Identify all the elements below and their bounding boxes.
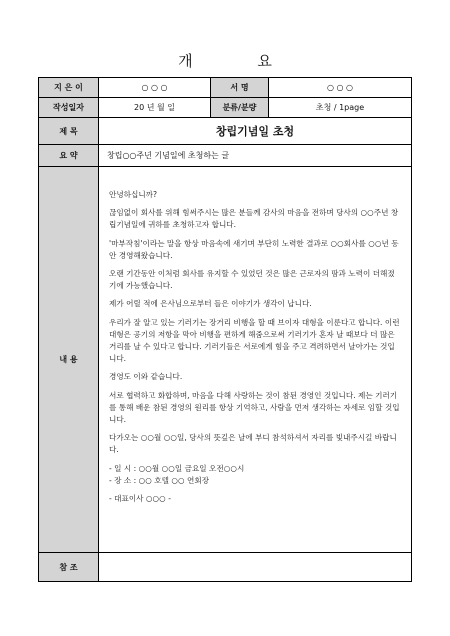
ceo-signature: - 대표이사 ○○○ - bbox=[109, 494, 171, 504]
content-paragraph: 끊임없이 회사를 위해 힘써주시는 많은 분들께 감사의 마음을 전하며 당사의 ○○주년 창립기념일에 귀하를 초청하고자 합니다. bbox=[109, 208, 399, 230]
signature-label: 서 명 bbox=[211, 78, 269, 98]
subject-label: 제 목 bbox=[39, 118, 99, 145]
author-value[interactable]: ○ ○ ○ bbox=[99, 78, 211, 98]
content-paragraph: 우리가 잘 알고 있는 기러기는 장거리 비행을 할 때 브이자 대형을 이룬다고 합니다. 이런 대형은 공기의 저항을 막아 비행을 편하게 해줌으로써 기러기가 혼자 날 때보다 더 많은 거리를 날 수 있다고 합니다. 기러기들은 서로에게 힘을 주고 격려하면서 날아가는 것입니다. bbox=[109, 317, 400, 364]
subject-value[interactable]: 창립기념일 초청 bbox=[99, 118, 412, 145]
reference-label: 참 조 bbox=[39, 553, 99, 582]
content-label: 내 용 bbox=[39, 167, 99, 553]
date-value[interactable]: 20 년 월 일 bbox=[99, 98, 211, 118]
content-paragraph: '마부작침'이라는 말을 항상 마음속에 새기며 부단히 노력한 결과로 ○○회사를 ○○년 동안 경영해왔습니다. bbox=[109, 238, 399, 260]
content-paragraph: 다가오는 ○○월 ○○일, 당사의 뜻깊은 날에 부디 참석하셔서 자리를 빛내주시길 바랍니다. bbox=[109, 433, 397, 455]
form-table bbox=[38, 77, 412, 582]
content-paragraph: 경영도 이와 같습니다. bbox=[109, 372, 183, 382]
event-venue: - 장 소 : ○○ 호텔 ○○ 연회장 bbox=[109, 475, 210, 485]
content-paragraph: 제가 어릴 적에 은사님으로부터 들은 이야기가 생각이 납니다. bbox=[109, 299, 312, 309]
event-datetime: - 일 시 : ○○월 ○○일 금요일 오전○○시 bbox=[109, 463, 245, 473]
author-label: 지 은 이 bbox=[39, 78, 99, 98]
content-paragraph: 오랜 기간동안 이처럼 회사를 유지할 수 있었던 것은 많은 근로자의 땀과 노력이 더해졌기에 가능했습니다. bbox=[109, 269, 395, 291]
summary-label: 요 약 bbox=[39, 145, 99, 167]
content-paragraph: 안녕하십니까? bbox=[109, 190, 158, 199]
content-body[interactable] bbox=[99, 167, 412, 553]
document-title: 개 요 bbox=[178, 52, 302, 70]
category-value[interactable]: 초청 / 1page bbox=[269, 98, 412, 118]
signature-value[interactable]: ○ ○ ○ bbox=[269, 78, 412, 98]
reference-value[interactable] bbox=[99, 553, 412, 582]
summary-value[interactable]: 창립○○주년 기념일에 초청하는 글 bbox=[99, 145, 412, 167]
date-label: 작성일자 bbox=[39, 98, 99, 118]
category-label: 분류/분량 bbox=[211, 98, 269, 118]
content-paragraph: 서로 협력하고 화합하며, 마음을 다해 사랑하는 것이 참된 경영인 것입니다. 제는 기러기를 통해 배운 참된 경영의 원리를 항상 기억하고, 사람을 먼저 생각하는 자세로 임할 것입니다. bbox=[109, 390, 400, 425]
